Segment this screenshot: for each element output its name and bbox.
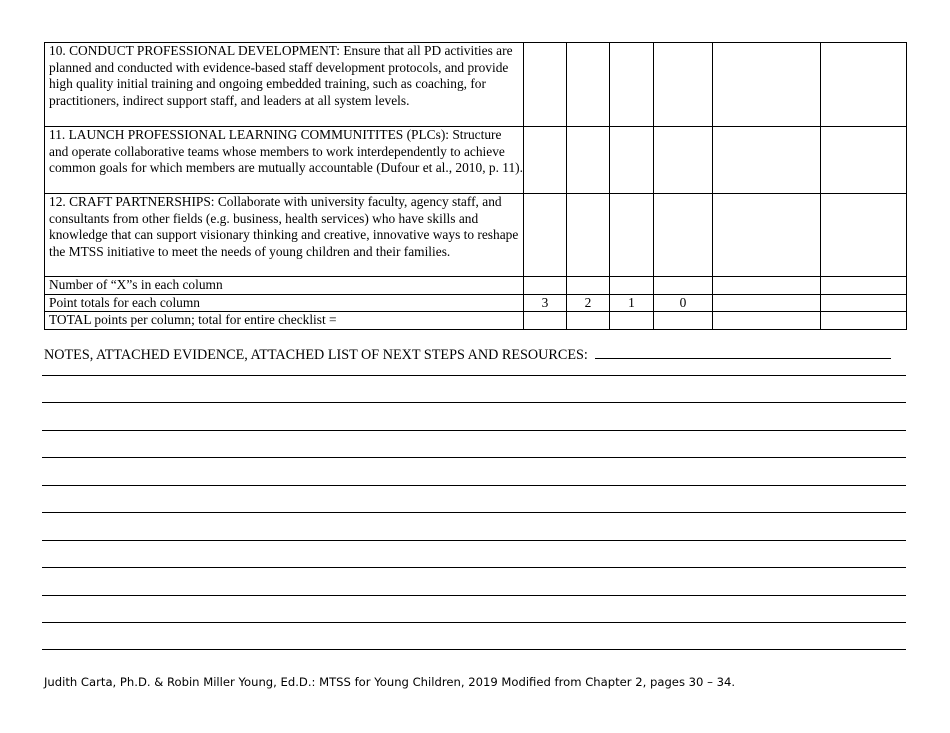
total-cell[interactable] [654,312,713,330]
table-row [45,312,907,330]
notes-line[interactable] [42,595,906,596]
notes-cell[interactable] [821,194,907,277]
x-count-cell[interactable] [713,277,821,295]
rating-cell[interactable] [610,194,654,277]
notes-cell[interactable] [713,127,821,194]
notes-cell[interactable] [713,194,821,277]
total-cell[interactable] [610,312,654,330]
table-row [45,194,907,277]
footer-citation: Judith Carta, Ph.D. & Robin Miller Young, Ed.D.: MTSS for Young Children, 2019 Modified from Chapter 2, pages 30 – 34. [44,675,736,689]
rating-cell[interactable] [654,127,713,194]
notes-line[interactable] [42,402,906,403]
total-cell[interactable] [524,312,567,330]
item-12-text: 12. CRAFT PARTNERSHIPS: Collaborate with university faculty, agency staff, and consultants from other fields (e.g. business, health services) who have skills and knowledge that can support visionary thinking and creative, innovative ways to reshape the MTSS initiative to meet the needs of young children and their families. [45,194,524,277]
notes-blank-line[interactable] [595,344,891,359]
rating-cell[interactable] [654,194,713,277]
table-row [45,277,907,295]
checklist-table [44,42,907,330]
rating-cell[interactable] [524,43,567,127]
x-count-cell[interactable] [610,277,654,295]
table-row [45,127,907,194]
notes-line[interactable] [42,649,906,650]
x-count-cell[interactable] [567,277,610,295]
notes-cell[interactable] [713,43,821,127]
rating-cell[interactable] [567,194,610,277]
rating-cell[interactable] [524,194,567,277]
total-cell[interactable] [713,312,821,330]
point-value-3: 3 [524,294,567,312]
x-count-cell[interactable] [821,277,907,295]
rating-cell[interactable] [567,43,610,127]
rating-cell[interactable] [654,43,713,127]
total-cell[interactable] [821,312,907,330]
total-points-label: TOTAL points per column; total for entire checklist = [45,312,524,330]
notes-line[interactable] [42,430,906,431]
item-10-text: 10. CONDUCT PROFESSIONAL DEVELOPMENT: Ensure that all PD activities are planned and conducted with evidence-based staff development protocols, and provide high quality initial training and ongoing embedded training, such as coaching, for practitioners, indirect support staff, and leaders at all system levels. [45,43,524,127]
point-value-0: 0 [654,294,713,312]
x-count-cell[interactable] [524,277,567,295]
notes-heading-text: NOTES, ATTACHED EVIDENCE, ATTACHED LIST OF NEXT STEPS AND RESOURCES: [44,347,588,363]
item-11-text: 11. LAUNCH PROFESSIONAL LEARNING COMMUNITITES (PLCs): Structure and operate collaborative teams whose members to work interdependently to achieve common goals for which members are mutually accountable (Dufour et al., 2010, p. 11). [45,127,524,194]
notes-line[interactable] [42,567,906,568]
rating-cell[interactable] [567,127,610,194]
rating-cell[interactable] [524,127,567,194]
notes-heading [44,344,891,364]
rating-cell[interactable] [610,43,654,127]
notes-line[interactable] [42,457,906,458]
table-row [45,43,907,127]
point-totals-cell[interactable] [821,294,907,312]
x-count-cell[interactable] [654,277,713,295]
notes-line[interactable] [42,540,906,541]
table-row [45,294,907,312]
point-value-1: 1 [610,294,654,312]
notes-line[interactable] [42,485,906,486]
point-totals-label: Point totals for each column [45,294,524,312]
total-cell[interactable] [567,312,610,330]
notes-line[interactable] [42,622,906,623]
notes-cell[interactable] [821,127,907,194]
point-totals-cell[interactable] [713,294,821,312]
notes-line[interactable] [42,512,906,513]
point-value-2: 2 [567,294,610,312]
x-count-label: Number of “X”s in each column [45,277,524,295]
rating-cell[interactable] [610,127,654,194]
notes-line[interactable] [42,375,906,376]
notes-cell[interactable] [821,43,907,127]
